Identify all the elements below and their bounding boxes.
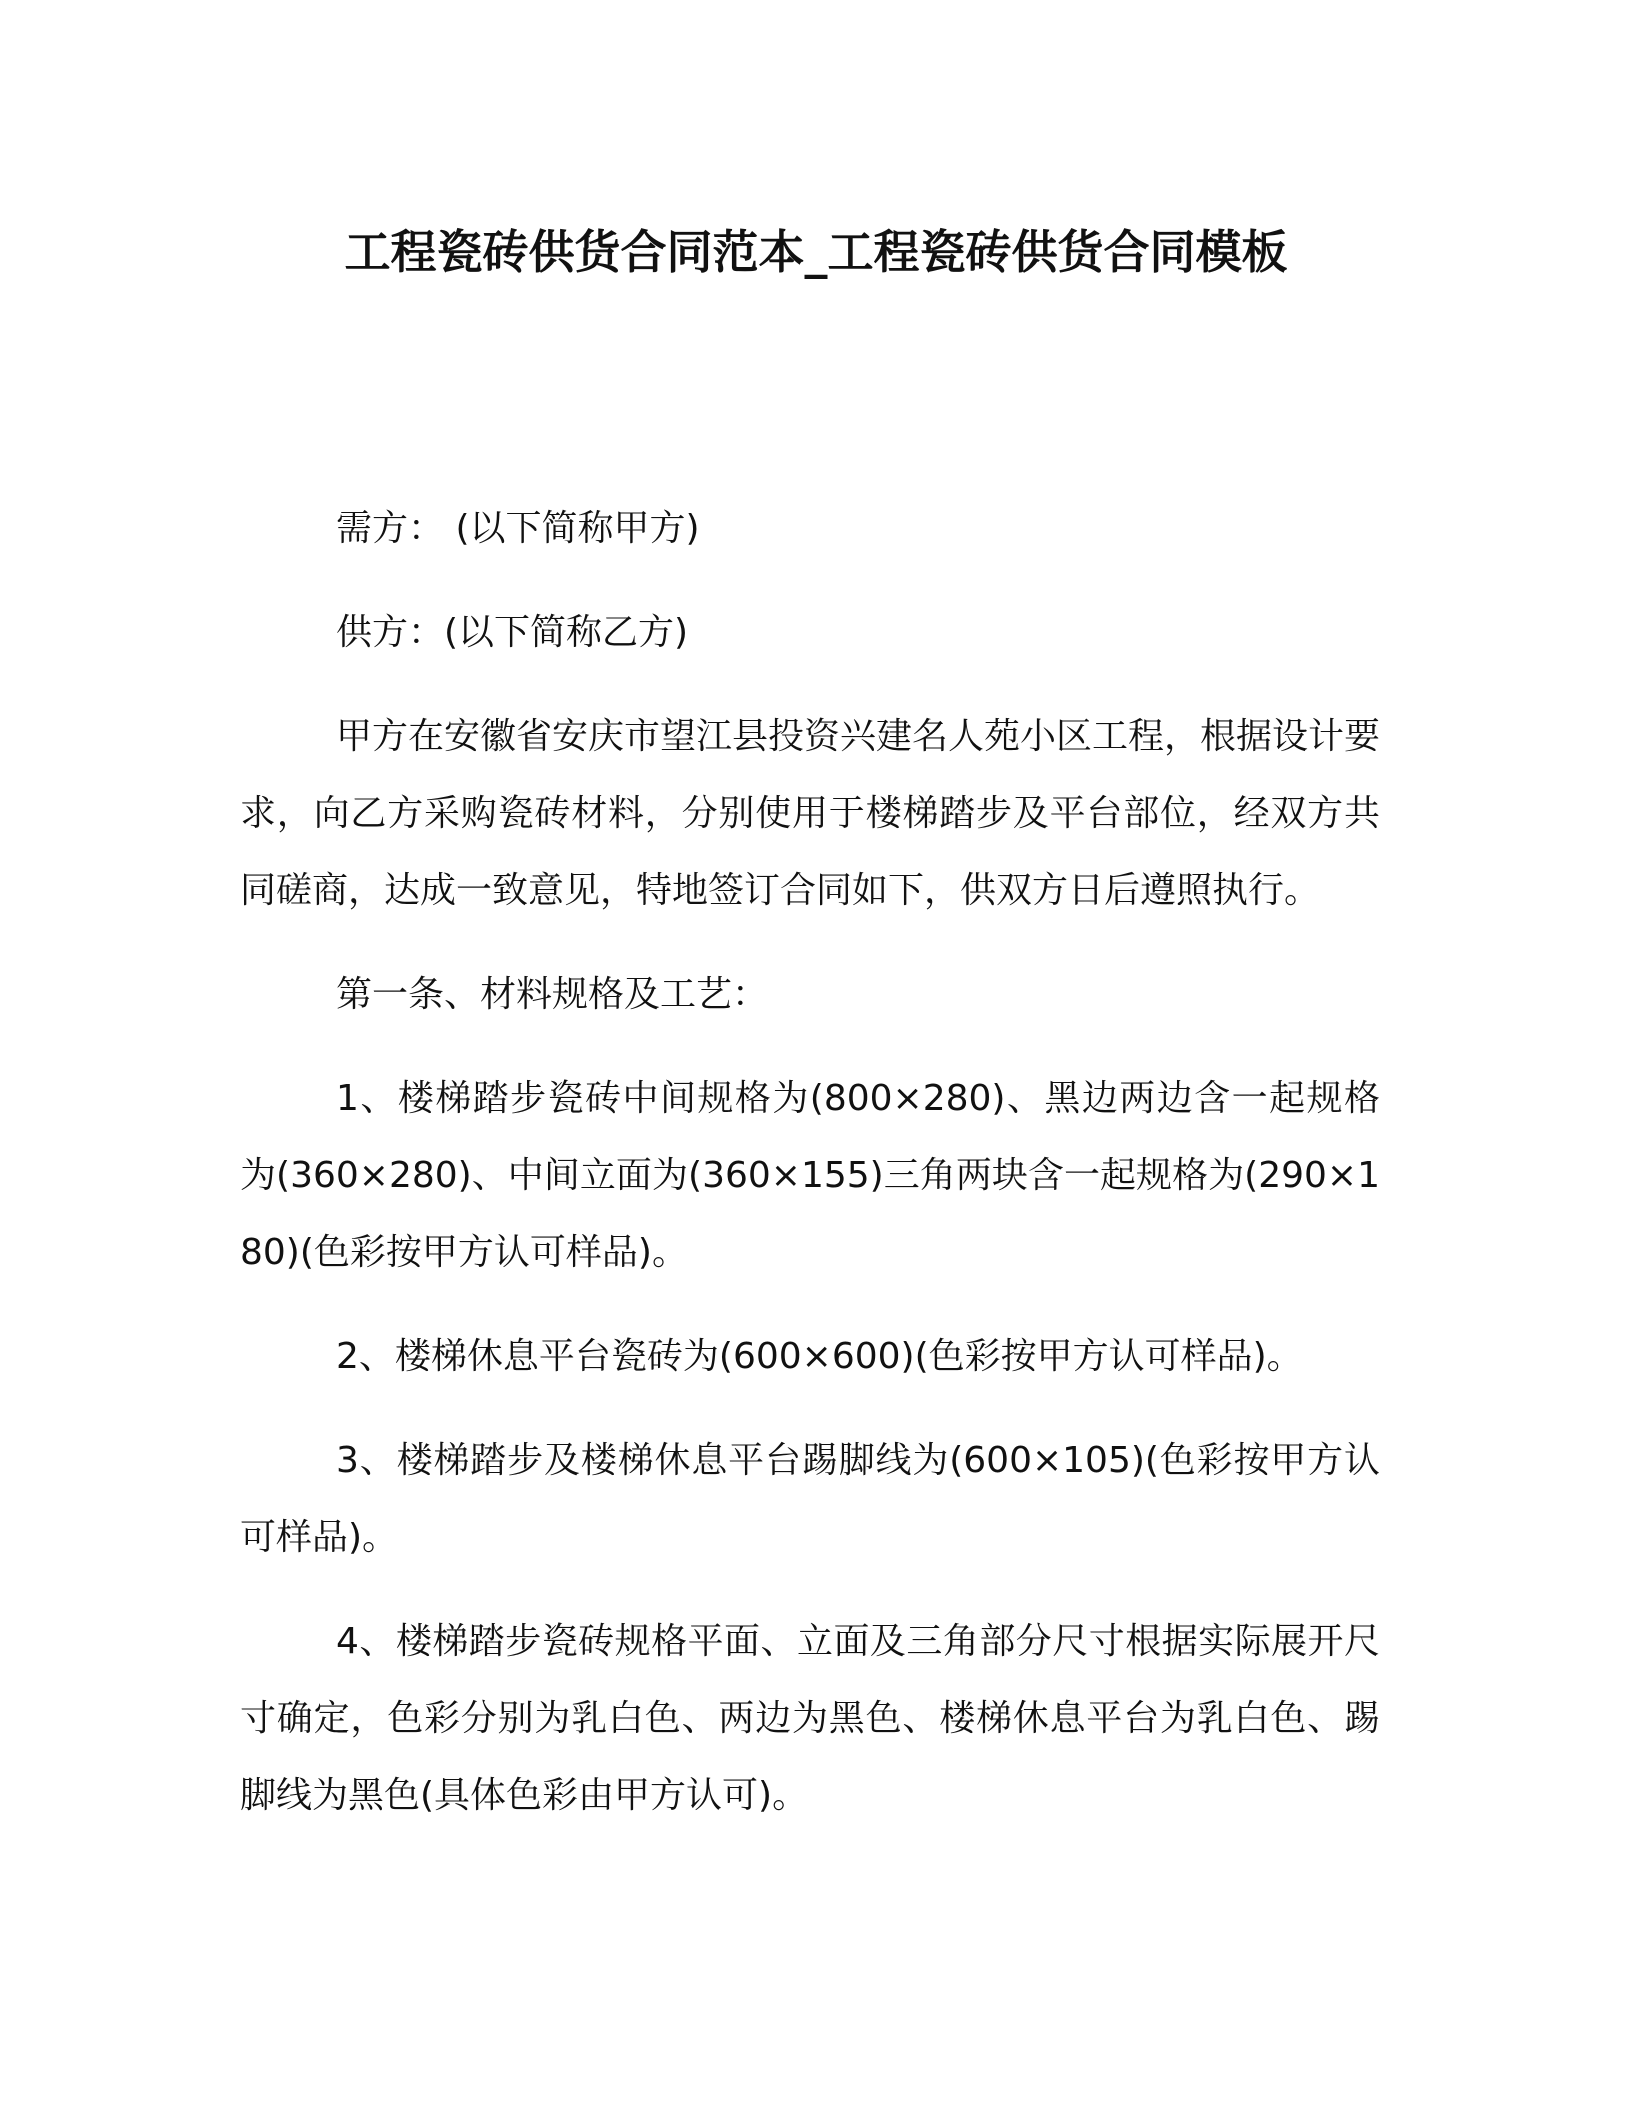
document-title: 工程瓷砖供货合同范本_工程瓷砖供货合同模板 (344, 225, 1288, 279)
clause-3-paragraph: 3、楼梯踏步及楼梯休息平台踢脚线为(600×105)(色彩按甲方认可样品)。 (240, 1440, 1380, 1558)
article-one-heading: 第一条、材料规格及工艺： (336, 974, 769, 1015)
document-body (240, 490, 1380, 1861)
clause-4-paragraph: 4、楼梯踏步瓷砖规格平面、立面及三角部分尺寸根据实际展开尺寸确定，色彩分别为乳白色、两边为黑色、楼梯休息平台为乳白色、踢脚线为黑色(具体色彩由甲方认可)。 (240, 1621, 1380, 1816)
party-demand-line: 需方： (以下简称甲方) (336, 508, 700, 549)
intro-paragraph: 甲方在安徽省安庆市望江县投资兴建名人苑小区工程，根据设计要求，向乙方采购瓷砖材料，分别使用于楼梯踏步及平台部位，经双方共同磋商，达成一致意见，特地签订合同如下，供双方日后遵照执行。 (240, 716, 1381, 911)
party-supply-line: 供方：(以下简称乙方) (336, 612, 689, 653)
clause-2-paragraph: 2、楼梯休息平台瓷砖为(600×600)(色彩按甲方认可样品)。 (336, 1336, 1303, 1377)
clause-1-paragraph: 1、楼梯踏步瓷砖中间规格为(800×280)、黑边两边含一起规格为(360×280)、中间立面为(360×155)三角两块含一起规格为(290×180)(色彩按甲方认可样品)。 (240, 1078, 1380, 1273)
